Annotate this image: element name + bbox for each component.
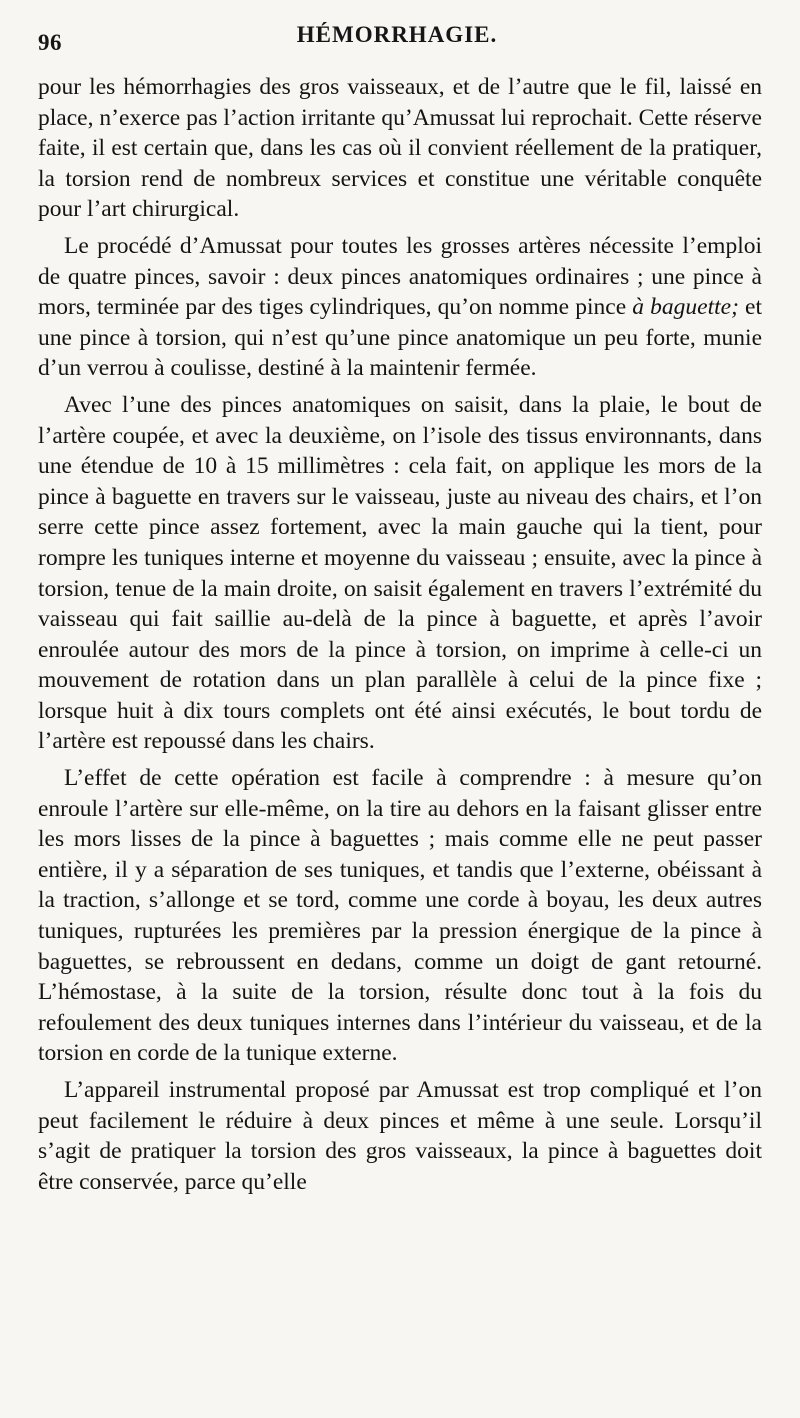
paragraph-2 — [38, 231, 762, 384]
body-text — [38, 72, 762, 1203]
paragraph-5: L’appareil instrumental proposé par Amussat est trop compliqué et l’on peut facilement le réduire à deux pinces et même à une seule. Lorsqu’il s’agit de pratiquer la torsion des gros vaisseaux, la pince à baguettes doit être conservée, parce qu’elle — [38, 1077, 762, 1195]
paragraph-4: L’effet de cette opération est facile à comprendre : à mesure qu’on enroule l’artère sur elle-même, on la tire au dehors en la faisant glisser entre les mors lisses de la pince à baguettes ; mais comme elle ne peut passer entière, il y a séparation de ses tuniques, et tandis que l’externe, obéissant à la traction, s’allonge et se tord, comme une corde à boyau, les deux autres tuniques, rupturées les premières par la pression énergique de la pince à baguettes, se rebroussent en dedans, comme un doigt de gant retourné. L’hémostase, à la suite de la torsion, résulte donc tout à la fois du refoulement des deux tuniques internes dans l’intérieur du vaisseau, et de la torsion en corde de la tunique externe. — [38, 765, 762, 1067]
paragraph-2-text-end: et une pince à torsion, qui n’est qu’une pince anatomique un peu forte, munie d’un verrou à coulisse, destiné à la maintenir fermée. — [38, 294, 763, 382]
page-header — [34, 22, 760, 58]
paragraph-3: Avec l’une des pinces anatomiques on saisit, dans la plaie, le bout de l’artère coupée, et avec la deuxième, on l’isole des tissus environnants, dans une étendue de 10 à 15 millimètres : cela fait, on applique les mors de la pince à baguette en travers sur le vaisseau, juste au niveau des chairs, et l’on serre cette pince assez fortement, avec la main gauche qui la tient, pour rompre les tuniques interne et moyenne du vaisseau ; ensuite, avec la pince à torsion, tenue de la main droite, on saisit également en travers l’extrémité du vaisseau qui fait saillie au-delà de la pince à baguette, et après l’avoir enroulée autour des mors de la pince à torsion, on imprime à celle-ci un mouvement de rotation dans un plan parallèle à celui de la pince fixe ; lorsque huit à dix tours complets ont été ainsi exécutés, le bout tordu de l’artère est repoussé dans les chairs. — [38, 391, 762, 755]
paragraph-2-text-start: Le procédé d’Amussat pour toutes les grosses artères nécessite l’emploi de quatre pinces, savoir : deux pinces anatomiques ordinaires ; une pince à mors, terminée par des tiges cylindriques, qu’on nomme pince — [38, 232, 762, 321]
paragraph-2-italic-term: à baguette; — [632, 294, 739, 321]
running-title: HÉMORRHAGIE. — [296, 22, 498, 47]
page-number: 96 — [38, 30, 62, 55]
paragraph-1: pour les hémorrhagies des gros vaisseaux, et de l’autre que le fil, laissé en place, n’exerce pas l’action irritante qu’Amussat lui reprochait. Cette réserve faite, il est certain que, dans les cas où il convient réellement de la pratiquer, la torsion rend de nombreux services et constitue une véritable conquête pour l’art chirurgical. — [38, 74, 762, 223]
